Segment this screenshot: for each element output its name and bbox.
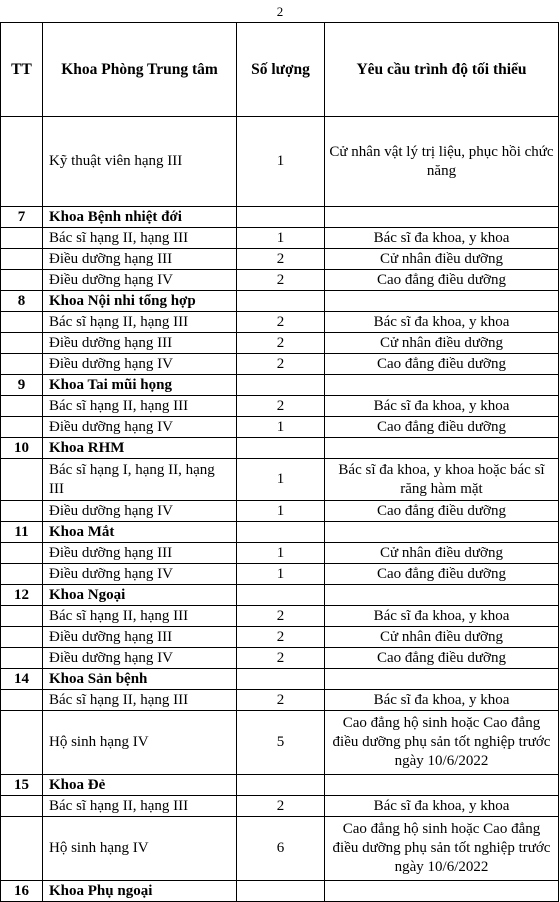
cell-requirement: Cử nhân vật lý trị liệu, phục hồi chức năng [325, 117, 559, 207]
cell-requirement [325, 375, 559, 396]
cell-quantity: 1 [237, 501, 325, 522]
cell-tt [1, 228, 43, 249]
cell-unit: Khoa Ngoại [43, 585, 237, 606]
cell-requirement [325, 207, 559, 228]
cell-unit: Điều dưỡng hạng III [43, 249, 237, 270]
table-row [1, 796, 559, 817]
cell-unit: Bác sĩ hạng II, hạng III [43, 228, 237, 249]
cell-unit: Điều dưỡng hạng IV [43, 501, 237, 522]
cell-quantity [237, 375, 325, 396]
cell-unit: Khoa Nội nhi tổng hợp [43, 291, 237, 312]
table-row [1, 459, 559, 501]
cell-unit: Hộ sinh hạng IV [43, 711, 237, 775]
cell-unit: Khoa Phụ ngoại [43, 881, 237, 902]
section-row [1, 585, 559, 606]
table-row [1, 117, 559, 207]
cell-quantity: 2 [237, 270, 325, 291]
table-row [1, 690, 559, 711]
cell-quantity: 1 [237, 459, 325, 501]
cell-requirement: Cao đẳng điều dưỡng [325, 564, 559, 585]
cell-quantity: 1 [237, 543, 325, 564]
table-row [1, 270, 559, 291]
cell-quantity: 6 [237, 817, 325, 881]
cell-quantity [237, 207, 325, 228]
cell-requirement: Cao đẳng hộ sinh hoặc Cao đẳng điều dưỡng phụ sản tốt nghiệp trước ngày 10/6/2022 [325, 711, 559, 775]
cell-requirement: Cử nhân điều dưỡng [325, 333, 559, 354]
table-row [1, 354, 559, 375]
table-row [1, 249, 559, 270]
cell-unit: Khoa Mắt [43, 522, 237, 543]
table-body [1, 117, 559, 902]
cell-unit: Bác sĩ hạng II, hạng III [43, 312, 237, 333]
cell-quantity [237, 522, 325, 543]
cell-requirement: Cao đẳng điều dưỡng [325, 648, 559, 669]
cell-tt: 10 [1, 438, 43, 459]
cell-quantity: 2 [237, 312, 325, 333]
section-row [1, 881, 559, 902]
cell-tt [1, 627, 43, 648]
cell-quantity: 1 [237, 417, 325, 438]
cell-unit: Hộ sinh hạng IV [43, 817, 237, 881]
cell-tt: 16 [1, 881, 43, 902]
table-row [1, 817, 559, 881]
cell-requirement: Cử nhân điều dưỡng [325, 543, 559, 564]
cell-unit: Điều dưỡng hạng III [43, 543, 237, 564]
cell-unit: Điều dưỡng hạng IV [43, 270, 237, 291]
cell-quantity: 1 [237, 117, 325, 207]
section-row [1, 207, 559, 228]
cell-tt [1, 333, 43, 354]
cell-requirement [325, 669, 559, 690]
cell-requirement: Cao đẳng điều dưỡng [325, 417, 559, 438]
cell-tt [1, 606, 43, 627]
cell-requirement: Bác sĩ đa khoa, y khoa [325, 796, 559, 817]
cell-requirement: Cao đẳng điều dưỡng [325, 270, 559, 291]
cell-quantity: 2 [237, 249, 325, 270]
cell-requirement: Bác sĩ đa khoa, y khoa hoặc bác sĩ răng hàm mặt [325, 459, 559, 501]
section-row [1, 522, 559, 543]
table-row [1, 711, 559, 775]
cell-unit: Điều dưỡng hạng IV [43, 648, 237, 669]
cell-quantity: 2 [237, 354, 325, 375]
cell-tt [1, 564, 43, 585]
table-row [1, 648, 559, 669]
cell-requirement [325, 522, 559, 543]
cell-tt [1, 396, 43, 417]
cell-unit: Bác sĩ hạng II, hạng III [43, 606, 237, 627]
cell-tt [1, 270, 43, 291]
cell-unit: Điều dưỡng hạng IV [43, 417, 237, 438]
cell-requirement: Bác sĩ đa khoa, y khoa [325, 228, 559, 249]
cell-unit: Kỹ thuật viên hạng III [43, 117, 237, 207]
cell-quantity [237, 775, 325, 796]
header-unit: Khoa Phòng Trung tâm [43, 23, 237, 117]
cell-requirement: Cao đẳng hộ sinh hoặc Cao đẳng điều dưỡng phụ sản tốt nghiệp trước ngày 10/6/2022 [325, 817, 559, 881]
cell-quantity: 2 [237, 796, 325, 817]
cell-quantity [237, 669, 325, 690]
cell-unit: Bác sĩ hạng I, hạng II, hạng III [43, 459, 237, 501]
cell-tt [1, 711, 43, 775]
cell-unit: Bác sĩ hạng II, hạng III [43, 690, 237, 711]
cell-requirement: Cao đẳng điều dưỡng [325, 501, 559, 522]
table-row [1, 606, 559, 627]
section-row [1, 375, 559, 396]
cell-unit: Khoa RHM [43, 438, 237, 459]
cell-requirement: Cao đẳng điều dưỡng [325, 354, 559, 375]
cell-quantity: 2 [237, 396, 325, 417]
cell-tt [1, 796, 43, 817]
cell-requirement [325, 881, 559, 902]
cell-tt [1, 459, 43, 501]
section-row [1, 669, 559, 690]
cell-tt [1, 312, 43, 333]
cell-tt [1, 817, 43, 881]
table-row [1, 417, 559, 438]
cell-requirement: Cử nhân điều dưỡng [325, 249, 559, 270]
cell-requirement: Bác sĩ đa khoa, y khoa [325, 606, 559, 627]
cell-quantity: 2 [237, 648, 325, 669]
cell-tt: 9 [1, 375, 43, 396]
cell-unit: Điều dưỡng hạng IV [43, 354, 237, 375]
table-row [1, 333, 559, 354]
table-row [1, 396, 559, 417]
section-row [1, 291, 559, 312]
cell-requirement [325, 775, 559, 796]
page-number: 2 [276, 4, 284, 19]
cell-quantity [237, 438, 325, 459]
table-row [1, 228, 559, 249]
cell-quantity: 2 [237, 606, 325, 627]
header-requirement: Yêu cầu trình độ tối thiểu [325, 23, 559, 117]
table-row [1, 564, 559, 585]
table-header-row [1, 23, 559, 117]
table-row [1, 543, 559, 564]
cell-tt: 14 [1, 669, 43, 690]
cell-unit: Khoa Bệnh nhiệt đới [43, 207, 237, 228]
cell-unit: Bác sĩ hạng II, hạng III [43, 796, 237, 817]
cell-quantity: 2 [237, 690, 325, 711]
cell-tt [1, 354, 43, 375]
cell-quantity [237, 585, 325, 606]
section-row [1, 775, 559, 796]
cell-tt [1, 690, 43, 711]
cell-tt: 8 [1, 291, 43, 312]
section-row [1, 438, 559, 459]
cell-quantity: 1 [237, 564, 325, 585]
cell-unit: Điều dưỡng hạng III [43, 627, 237, 648]
cell-unit: Khoa Đẻ [43, 775, 237, 796]
cell-requirement: Bác sĩ đa khoa, y khoa [325, 396, 559, 417]
cell-tt: 7 [1, 207, 43, 228]
cell-quantity [237, 881, 325, 902]
cell-tt: 11 [1, 522, 43, 543]
cell-unit: Bác sĩ hạng II, hạng III [43, 396, 237, 417]
header-qty: Số lượng [237, 23, 325, 117]
header-tt: TT [1, 23, 43, 117]
cell-tt [1, 249, 43, 270]
cell-requirement [325, 438, 559, 459]
cell-tt [1, 117, 43, 207]
table-row [1, 312, 559, 333]
cell-quantity: 2 [237, 333, 325, 354]
cell-tt [1, 417, 43, 438]
cell-unit: Khoa Sản bệnh [43, 669, 237, 690]
cell-quantity [237, 291, 325, 312]
cell-unit: Khoa Tai mũi họng [43, 375, 237, 396]
table-row [1, 501, 559, 522]
cell-tt [1, 648, 43, 669]
cell-tt [1, 543, 43, 564]
cell-requirement [325, 291, 559, 312]
cell-quantity: 1 [237, 228, 325, 249]
cell-tt: 12 [1, 585, 43, 606]
cell-requirement: Cử nhân điều dưỡng [325, 627, 559, 648]
cell-quantity: 5 [237, 711, 325, 775]
table-row [1, 627, 559, 648]
cell-unit: Điều dưỡng hạng IV [43, 564, 237, 585]
cell-quantity: 2 [237, 627, 325, 648]
cell-unit: Điều dưỡng hạng III [43, 333, 237, 354]
cell-tt: 15 [1, 775, 43, 796]
cell-requirement [325, 585, 559, 606]
staffing-table [0, 22, 559, 902]
cell-requirement: Bác sĩ đa khoa, y khoa [325, 690, 559, 711]
cell-tt [1, 501, 43, 522]
cell-requirement: Bác sĩ đa khoa, y khoa [325, 312, 559, 333]
